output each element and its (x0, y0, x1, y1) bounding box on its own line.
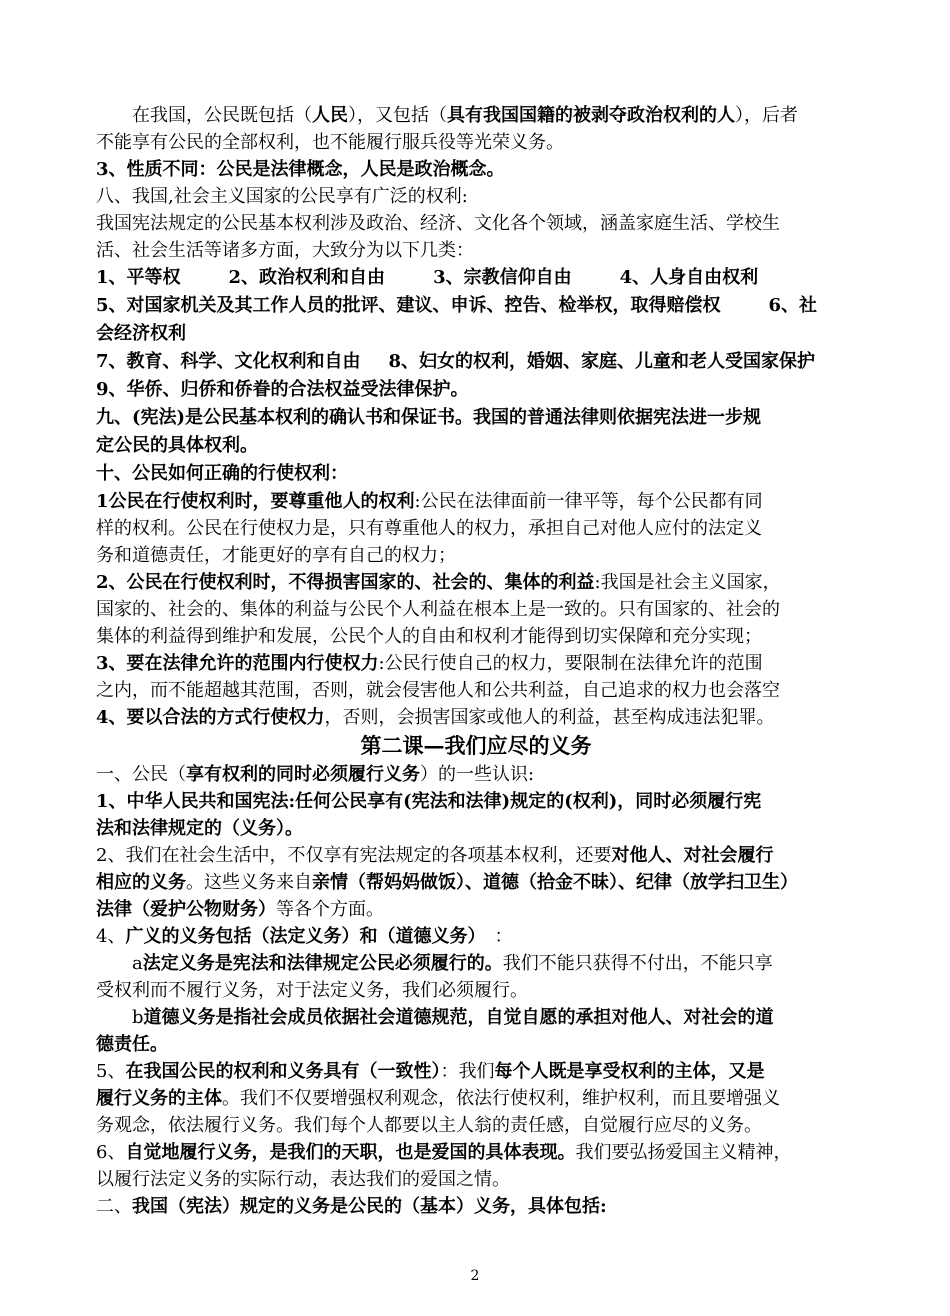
item5-line2 (96, 1085, 856, 1112)
item4-line1 (96, 923, 856, 950)
text: ）的一些认识: (420, 764, 535, 785)
section9-line1 (96, 404, 856, 432)
s10-point4-line1 (96, 704, 856, 731)
rights-list-row1 (96, 264, 856, 292)
rights-list-row2 (96, 292, 856, 320)
text: 4、 (96, 926, 126, 947)
text: 享有权利的同时必须履行义务 (186, 764, 420, 785)
s10-point1-line1 (96, 488, 856, 515)
text: 3、要在法律允许的范围内行使权力 (96, 653, 379, 674)
s10-point3-line1 (96, 650, 856, 677)
text: 人民 (312, 105, 348, 126)
text: ：我们 (440, 1061, 495, 1082)
item4-a-line2: 受权利而不履行义务，对于法定义务，我们必须履行。 (96, 980, 528, 1001)
text: 道德义务是指社会成员依据社会道德规范，自觉自愿的承担对他人、对社会的道 (143, 1007, 774, 1028)
right-item: 7、教育、科学、文化权利和自由 (96, 351, 361, 372)
item1-line2: 法和法律规定的（义务）。 (96, 818, 303, 839)
text: 2、我们在社会生活中，不仅享有宪法规定的各项基本权利，还要 (96, 845, 612, 866)
right-item: 3、宗教信仰自由 (433, 267, 572, 288)
item1-line1: 1、中华人民共和国宪法:任何公民享有(宪法和法律)规定的(权利)，同时必须履行宪 (96, 791, 762, 812)
text: 。我们不仅要增强权利观念，依法行使权利，维护权利，而且要增强义 (222, 1088, 780, 1109)
item6-line1 (96, 1139, 856, 1166)
right-item: 2、政治权利和自由 (228, 267, 386, 288)
section10-heading: 十、公民如何正确的行使权利： (96, 463, 348, 484)
text: 6、 (96, 1142, 126, 1163)
text: 广义的义务包括（法定义务）和（道德义务） (125, 926, 477, 947)
text: 我国（宪法）规定的义务是公民的（基本）义务，具体包括: (132, 1196, 607, 1217)
right-item: 1、平等权 (96, 267, 181, 288)
item6-line2: 以履行法定义务的实际行动，表达我们的爱国之情。 (96, 1169, 510, 1190)
right-item: 6、社 (768, 295, 818, 316)
section8-intro-line1: 我国宪法规定的公民基本权利涉及政治、经济、文化各个领域，涵盖家庭生活、学校生 (96, 213, 780, 234)
item2-line3 (96, 896, 856, 923)
text: 我们要弘扬爱国主义精神， (575, 1142, 792, 1163)
text: ），又包括（ (348, 105, 447, 126)
item2-line2 (96, 869, 856, 896)
s10-point2-line1 (96, 569, 856, 596)
s10-point1-line2: 样的权利。公民在行使权力是，只有尊重他人的权力，承担自己对他人应付的法定义 (96, 518, 762, 539)
text: :公民在法律面前一律平等，每个公民都有同 (414, 491, 763, 512)
text: 等各个方面。 (276, 899, 384, 920)
text: 5、 (96, 1061, 126, 1082)
text: 履行义务的主体 (96, 1088, 222, 1109)
text: :我国是社会主义国家， (594, 572, 781, 593)
text: )是公民基本权利的确认书和保证书。我国的普通法律则依据宪法进一步规 (176, 407, 762, 428)
para-citizens-line1 (96, 102, 856, 129)
text: 一、公民（ (96, 764, 186, 785)
section8-heading: 八、我国,社会主义国家的公民享有广泛的权利: (96, 186, 468, 207)
right-item: 8、妇女的权利，婚姻、家庭、儿童和老人受国家保护 (388, 351, 816, 372)
rights-list-row4 (96, 348, 856, 376)
lesson2-heading2 (96, 1193, 856, 1220)
page-number: 2 (470, 1268, 480, 1284)
text: 法律（爱护公物财务） (96, 899, 276, 920)
item4-b-line1 (96, 1004, 856, 1031)
s10-point1-line3: 务和道德责任，才能更好的享有自己的权力； (96, 545, 456, 566)
s10-point2-line3: 集体的利益得到维护和发展，公民个人的自由和权利才能得到切实保障和充分实现； (96, 626, 762, 647)
text: 宪法 (140, 407, 177, 428)
text: 每个人既是享受权利的主体，又是 (494, 1061, 765, 1082)
text: b (132, 1007, 144, 1028)
text: ），后者 (735, 105, 798, 126)
text: 。这些义务来自 (186, 872, 312, 893)
s10-point3-line2: 之内，而不能超越其范围，否则，就会侵害他人和公共利益，自己追求的权力也会落空 (96, 680, 780, 701)
s10-point2-line2: 国家的、社会的、集体的利益与公民个人利益在根本上是一致的。只有国家的、社会的 (96, 599, 780, 620)
text: ，否则，会损害国家或他人的利益，甚至构成违法犯罪。 (324, 707, 775, 728)
text: :公民行使自己的权力，要限制在法律允许的范围 (378, 653, 763, 674)
lesson2-heading1 (96, 761, 856, 788)
rights-list-row3: 会经济权利 (96, 323, 186, 344)
section8-intro-line2: 活、社会生活等诸多方面，大致分为以下几类： (96, 240, 474, 261)
nature-difference: 3、性质不同：公民是法律概念，人民是政治概念。 (96, 159, 505, 180)
item4-a-line1 (96, 950, 856, 977)
text: 2、公民在行使权利时，不得损害国家的、社会的、集体的利益 (96, 572, 595, 593)
text: 九、( (96, 407, 141, 428)
right-item: 5、对国家机关及其工作人员的批评、建议、申诉、控告、检举权，取得赔偿权 (96, 295, 721, 316)
item2-line1 (96, 842, 856, 869)
text: 相应的义务 (96, 872, 186, 893)
text: 法定义务是宪法和法律规定公民必须履行的。 (142, 953, 503, 974)
right-item: 4、人身自由权利 (619, 267, 759, 288)
item5-line1 (96, 1058, 856, 1085)
text: 自觉地履行义务，是我们的天职，也是爱国的具体表现。 (125, 1142, 576, 1163)
text: 1公民在行使权利时，要尊重他人的权利 (96, 491, 415, 512)
text: 具有我国国籍的被剥夺政治权利的人 (447, 105, 735, 126)
item4-b-line2: 德责任。 (96, 1034, 168, 1055)
text: 我们不能只获得不付出，不能只享 (502, 953, 773, 974)
para-citizens-line2: 不能享有公民的全部权利，也不能履行服兵役等光荣义务。 (96, 132, 564, 153)
text: 二、 (96, 1196, 132, 1217)
text: 在我国，公民既包括（ (132, 105, 312, 126)
text: 对他人、对社会履行 (611, 845, 774, 866)
text: a (132, 953, 143, 974)
item5-line3: 务观念，依法履行义务。我们每个人都要以主人翁的责任感，自觉履行应尽的义务。 (96, 1115, 762, 1136)
text: 亲情（帮妈妈做饭）、道德（拾金不昧）、纪律（放学扫卫生） (312, 872, 798, 893)
section9-line2: 定公民的具体权利。 (96, 435, 258, 456)
text: 4、要以合法的方式行使权力 (96, 707, 325, 728)
document-page (96, 102, 856, 1220)
lesson2-title: 第二课—我们应尽的义务 (360, 733, 592, 758)
text: ： (476, 926, 513, 947)
rights-list-row5: 9、华侨、归侨和侨眷的合法权益受法律保护。 (96, 379, 469, 400)
text: 在我国公民的权利和义务具有（一致性） (125, 1061, 441, 1082)
